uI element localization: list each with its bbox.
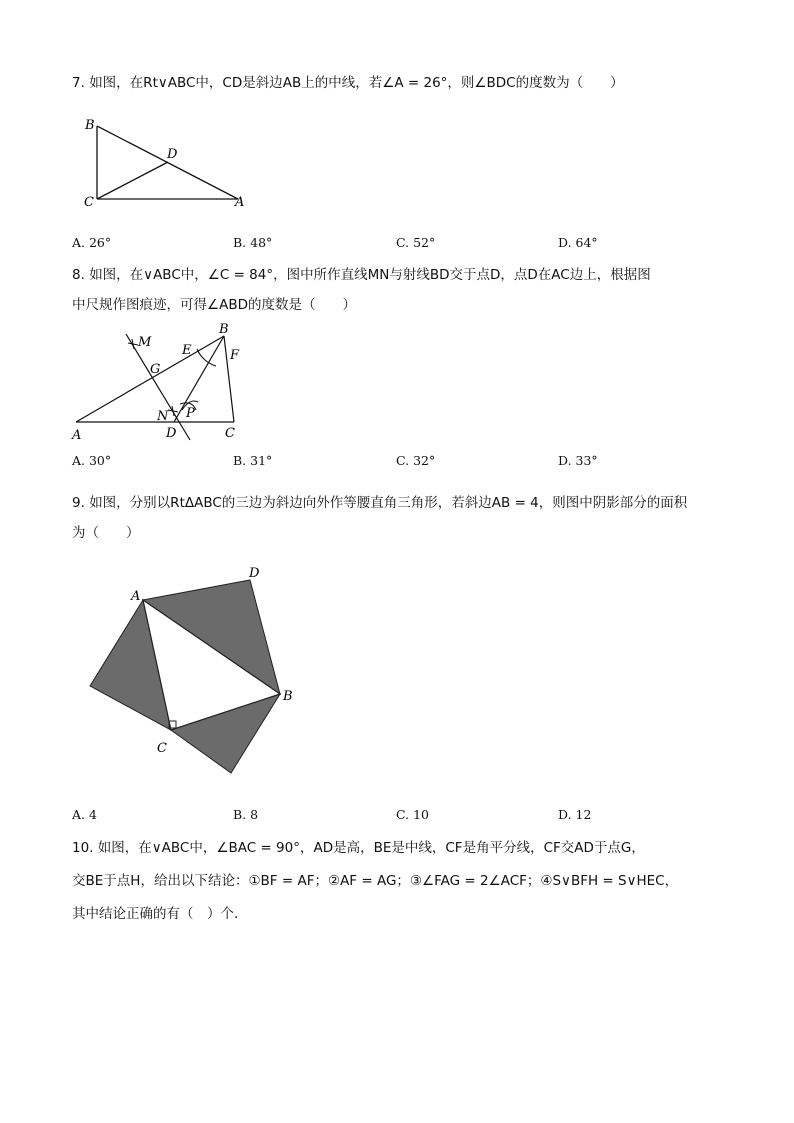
- question-9-option-c[interactable]: C. 10: [396, 807, 429, 822]
- question-9-figure: [72, 558, 302, 790]
- label-F: F: [230, 348, 240, 363]
- question-8-option-d[interactable]: D. 33°: [558, 453, 598, 468]
- question-8-number: 8.: [72, 267, 85, 283]
- question-8-option-c[interactable]: C. 32°: [396, 453, 436, 468]
- question-10-number: 10.: [72, 840, 94, 856]
- question-8-option-b[interactable]: B. 31°: [233, 453, 273, 468]
- question-8-body-line1: 如图，在∨ABC中，∠C = 84°，图中所作直线MN与射线BD交于点D，点D在AC边上，根据图: [89, 267, 651, 283]
- question-7-option-c[interactable]: C. 52°: [396, 235, 436, 250]
- question-7-option-a[interactable]: A. 26°: [72, 235, 112, 250]
- label-C: C: [157, 741, 167, 756]
- label-A: A: [72, 428, 82, 443]
- question-8-figure: [68, 322, 258, 447]
- label-B: B: [219, 322, 229, 337]
- label-B: B: [283, 689, 293, 704]
- question-7-body: 如图，在Rt∨ABC中，CD是斜边AB上的中线，若∠A = 26°，则∠BDC的度数为（ ）: [89, 75, 624, 91]
- label-A: A: [235, 195, 245, 210]
- question-8-body-line2: 中尺规作图痕迹，可得∠ABD的度数是（ ）: [72, 297, 356, 313]
- question-7-figure: [80, 112, 260, 212]
- question-9-number: 9.: [72, 495, 85, 511]
- question-9-text: [72, 488, 732, 548]
- label-P: P: [186, 406, 195, 421]
- label-N: N: [157, 409, 169, 424]
- question-10-body-line2: 交BE于点H，给出以下结论：①BF = AF；②AF = AG；③∠FAG = 2∠ACF；④S∨BFH = S∨HEC，: [72, 873, 679, 889]
- label-D: D: [249, 566, 260, 581]
- label-E: E: [182, 343, 192, 358]
- label-G: G: [150, 362, 161, 377]
- question-7-option-b[interactable]: B. 48°: [233, 235, 273, 250]
- question-8-option-a[interactable]: A. 30°: [72, 453, 112, 468]
- label-C: C: [225, 426, 235, 441]
- label-A: A: [131, 589, 141, 604]
- question-7-number: 7.: [72, 75, 85, 91]
- question-10-body-line3: 其中结论正确的有（ ）个.: [72, 906, 239, 922]
- question-9-body-line2: 为（ ）: [72, 525, 140, 541]
- label-D: D: [167, 147, 178, 162]
- question-8-text: [72, 260, 732, 320]
- label-C: C: [84, 195, 94, 210]
- question-9-option-b[interactable]: B. 8: [233, 807, 259, 822]
- label-M: M: [138, 335, 152, 350]
- question-10-body-line1: 如图，在∨ABC中，∠BAC = 90°，AD是高，BE是中线，CF是角平分线，CF交AD于点G，: [97, 840, 645, 856]
- question-10-text: [72, 832, 732, 931]
- label-D: D: [166, 426, 177, 441]
- question-9-option-d[interactable]: D. 12: [558, 807, 592, 822]
- question-7-text: [72, 68, 732, 98]
- label-B: B: [85, 118, 95, 133]
- question-7-option-d[interactable]: D. 64°: [558, 235, 598, 250]
- question-9-option-a[interactable]: A. 4: [72, 807, 97, 822]
- question-9-body-line1: 如图，分别以RtΔABC的三边为斜边向外作等腰直角三角形，若斜边AB = 4，则图中阴影部分的面积: [89, 495, 688, 511]
